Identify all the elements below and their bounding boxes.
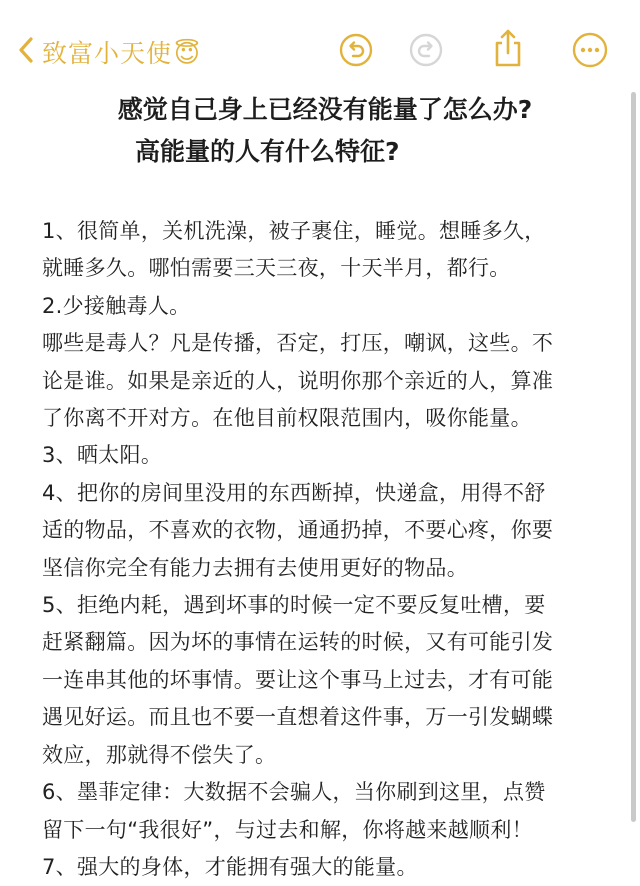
note-line: 赶紧翻篇。因为坏的事情在运转的时候，又有可能引发 [42, 630, 554, 655]
note-line: 论是谁。如果是亲近的人，说明你那个亲近的人，算准 [42, 368, 554, 393]
undo-icon [339, 33, 373, 71]
note-line: 遇见好运。而且也不要一直想着这件事，万一引发蝴蝶 [42, 705, 554, 730]
redo-button[interactable] [408, 34, 444, 70]
note-line: 就睡多久。哪怕需要三天三夜，十天半月，都行。 [42, 256, 511, 281]
note-title-line-2: 高能量的人有什么特征? [135, 137, 400, 166]
halo-face-emoji: 😇 [174, 39, 202, 68]
note-line: 6、墨菲定律：大数据不会骗人，当你刷到这里，点赞 [42, 780, 546, 805]
undo-button[interactable] [338, 34, 374, 70]
chevron-left-icon [18, 36, 34, 68]
note-line: 5、拒绝内耗，遇到坏事的时候一定不要反复吐槽，要 [42, 593, 546, 618]
note-line: 适的物品，不喜欢的衣物，通通扔掉，不要心疼，你要 [42, 518, 554, 543]
share-icon [492, 28, 524, 72]
note-line: 哪些是毒人？凡是传播，否定，打压，嘲讽，这些。不 [42, 331, 554, 356]
note-title-line-1: 感觉自己身上已经没有能量了怎么办? [117, 95, 533, 124]
back-button[interactable] [18, 32, 201, 72]
back-label: 致富小天使 [42, 39, 173, 68]
notes-toolbar [0, 22, 640, 82]
redo-icon [409, 33, 443, 71]
note-line: 效应，那就得不偿失了。 [42, 742, 277, 767]
scrollbar[interactable] [631, 92, 636, 822]
note-line: 留下一句“我很好”，与过去和解，你将越来越顺利！ [42, 817, 533, 842]
note-line: 4、把你的房间里没用的东西断掉，快递盒，用得不舒 [42, 480, 546, 505]
note-line: 坚信你完全有能力去拥有去使用更好的物品。 [42, 555, 468, 580]
note-line: 一连串其他的坏事情。要让这个事马上过去，才有可能 [42, 667, 554, 692]
share-button[interactable] [490, 28, 526, 72]
note-line: 了你离不开对方。在他目前权限范围内，吸你能量。 [42, 406, 532, 431]
more-button[interactable] [572, 34, 608, 70]
note-line: 3、晒太阳。 [42, 443, 163, 468]
note-body[interactable] [42, 213, 602, 886]
note-line: 2.少接触毒人。 [42, 293, 191, 318]
note-line: 1、很简单，关机洗澡，被子裹住，睡觉。想睡多久， [42, 219, 546, 243]
note-line: 7、强大的身体，才能拥有强大的能量。 [42, 854, 418, 879]
more-icon [572, 32, 608, 72]
